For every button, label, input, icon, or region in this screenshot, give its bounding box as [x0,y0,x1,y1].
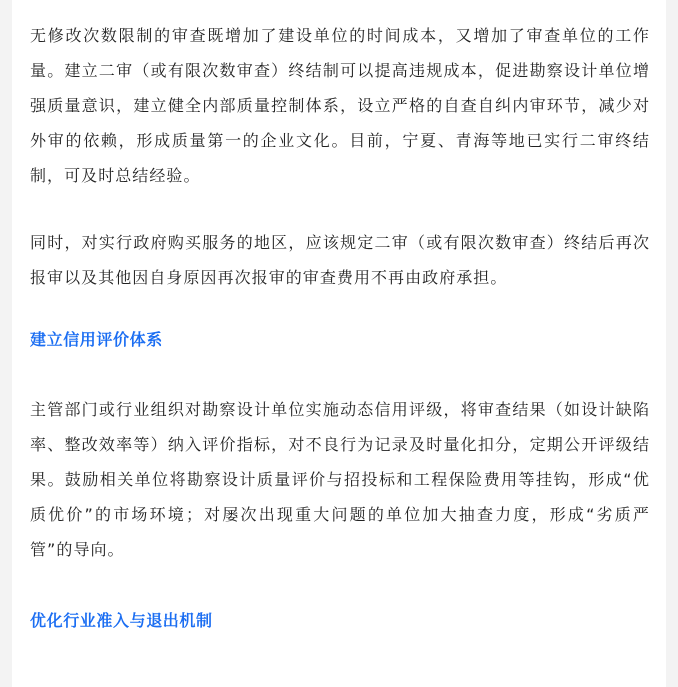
paragraph-spacer [30,193,650,225]
section-heading-market-access: 优化行业准入与退出机制 [30,611,213,630]
paragraph-spacer [30,567,650,603]
paragraph-credit-rating: 主管部门或行业组织对勘察设计单位实施动态信用评级，将审查结果（如设计缺陷率、整改效率等）纳入评价指标，对不良行为记录及时量化扣分，定期公开评级结果。鼓励相关单位将勘察设计质量评价与招投标和工程保险费用等挂钩，形成“优质优价”的市场环境；对屡次出现重大问题的单位加大抽查力度，形成“劣质严管”的导向。 [30,400,650,559]
paragraph-spacer [30,357,650,392]
paragraph-fee-rule: 同时，对实行政府购买服务的地区，应该规定二审（或有限次数审查）终结后再次报审以及其他因自身原因再次报审的审查费用不再由政府承担。 [30,233,650,287]
paragraph-spacer [30,295,650,322]
section-heading-credit-evaluation: 建立信用评价体系 [30,330,163,349]
paragraph-review-limit: 无修改次数限制的审查既增加了建设单位的时间成本，又增加了审查单位的工作量。建立二审（或有限次数审查）终结制可以提高违规成本，促进勘察设计单位增强质量意识，建立健全内部质量控制体系，设立严格的自查自纠内审环节，减少对外审的依赖，形成质量第一的企业文化。目前，宁夏、青海等地已实行二审终结制，可及时总结经验。 [30,26,650,185]
article-content [30,18,650,638]
